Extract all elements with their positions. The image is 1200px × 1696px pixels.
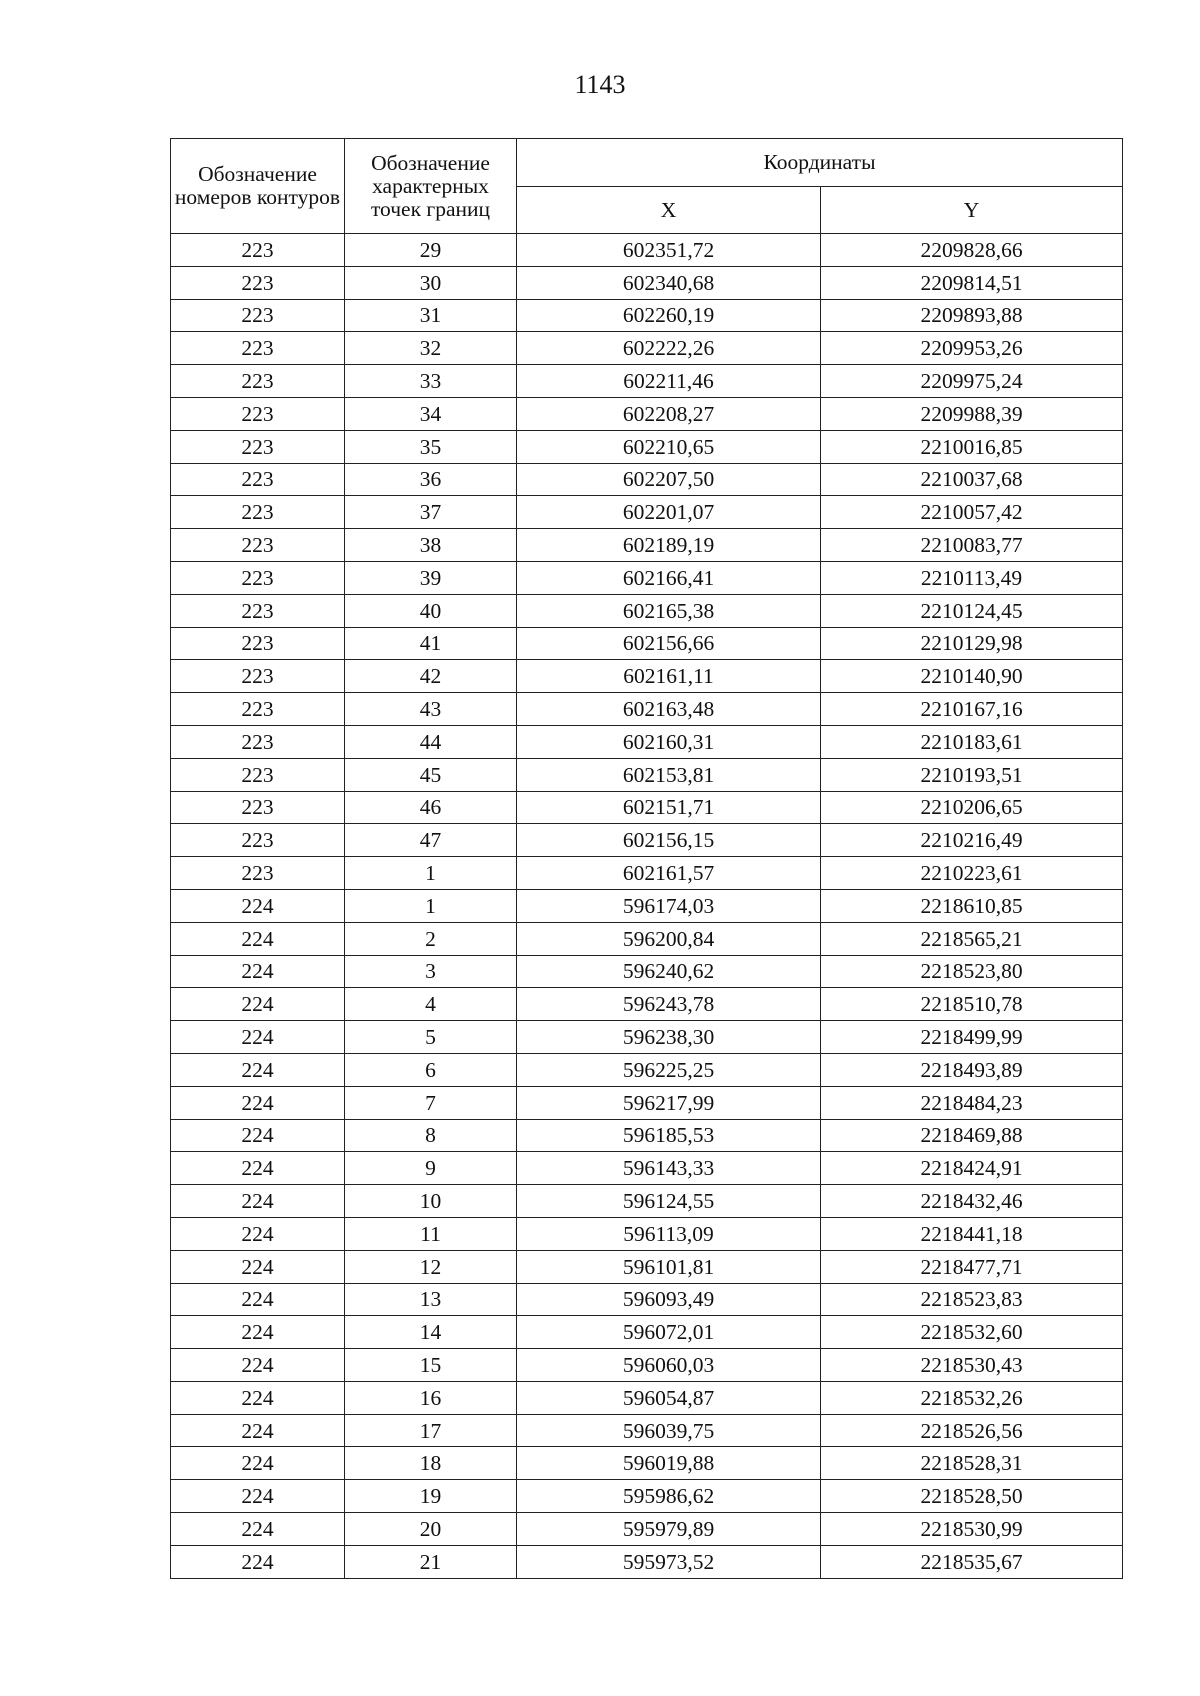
cell-contour: 224 bbox=[171, 1414, 345, 1447]
cell-contour: 224 bbox=[171, 1185, 345, 1218]
cell-y: 2210193,51 bbox=[821, 758, 1123, 791]
cell-contour: 223 bbox=[171, 791, 345, 824]
cell-contour: 224 bbox=[171, 1545, 345, 1578]
table-row bbox=[171, 430, 1123, 463]
cell-y: 2210124,45 bbox=[821, 594, 1123, 627]
cell-point: 2 bbox=[345, 922, 517, 955]
cell-point: 33 bbox=[345, 365, 517, 398]
cell-contour: 224 bbox=[171, 1119, 345, 1152]
cell-point: 31 bbox=[345, 299, 517, 332]
cell-x: 595986,62 bbox=[517, 1480, 821, 1513]
cell-contour: 224 bbox=[171, 1316, 345, 1349]
cell-x: 602160,31 bbox=[517, 725, 821, 758]
cell-contour: 223 bbox=[171, 725, 345, 758]
cell-x: 596225,25 bbox=[517, 1053, 821, 1086]
table-row bbox=[171, 1316, 1123, 1349]
table-row bbox=[171, 463, 1123, 496]
cell-contour: 224 bbox=[171, 1381, 345, 1414]
cell-contour: 223 bbox=[171, 824, 345, 857]
cell-contour: 223 bbox=[171, 660, 345, 693]
cell-x: 596101,81 bbox=[517, 1250, 821, 1283]
cell-point: 15 bbox=[345, 1349, 517, 1382]
cell-y: 2210129,98 bbox=[821, 627, 1123, 660]
table-row bbox=[171, 397, 1123, 430]
table-row bbox=[171, 1185, 1123, 1218]
cell-y: 2210216,49 bbox=[821, 824, 1123, 857]
cell-y: 2210140,90 bbox=[821, 660, 1123, 693]
cell-x: 602210,65 bbox=[517, 430, 821, 463]
cell-x: 602222,26 bbox=[517, 332, 821, 365]
header-x: X bbox=[517, 187, 821, 234]
cell-y: 2210016,85 bbox=[821, 430, 1123, 463]
cell-contour: 223 bbox=[171, 430, 345, 463]
table-row bbox=[171, 824, 1123, 857]
cell-contour: 223 bbox=[171, 365, 345, 398]
cell-x: 602153,81 bbox=[517, 758, 821, 791]
cell-contour: 224 bbox=[171, 1250, 345, 1283]
cell-point: 29 bbox=[345, 234, 517, 267]
cell-x: 596243,78 bbox=[517, 988, 821, 1021]
table-row bbox=[171, 299, 1123, 332]
cell-x: 602211,46 bbox=[517, 365, 821, 398]
cell-point: 8 bbox=[345, 1119, 517, 1152]
cell-contour: 223 bbox=[171, 234, 345, 267]
cell-y: 2210223,61 bbox=[821, 857, 1123, 890]
cell-contour: 223 bbox=[171, 693, 345, 726]
cell-contour: 223 bbox=[171, 332, 345, 365]
cell-point: 37 bbox=[345, 496, 517, 529]
cell-y: 2218530,99 bbox=[821, 1513, 1123, 1546]
cell-y: 2218532,26 bbox=[821, 1381, 1123, 1414]
cell-x: 596124,55 bbox=[517, 1185, 821, 1218]
cell-x: 595979,89 bbox=[517, 1513, 821, 1546]
cell-y: 2218469,88 bbox=[821, 1119, 1123, 1152]
cell-y: 2218499,99 bbox=[821, 1021, 1123, 1054]
table-row bbox=[171, 627, 1123, 660]
cell-y: 2209828,66 bbox=[821, 234, 1123, 267]
cell-contour: 223 bbox=[171, 299, 345, 332]
table-row bbox=[171, 922, 1123, 955]
cell-y: 2210113,49 bbox=[821, 561, 1123, 594]
cell-point: 36 bbox=[345, 463, 517, 496]
cell-point: 16 bbox=[345, 1381, 517, 1414]
cell-point: 6 bbox=[345, 1053, 517, 1086]
cell-x: 596143,33 bbox=[517, 1152, 821, 1185]
cell-contour: 224 bbox=[171, 1349, 345, 1382]
cell-y: 2209953,26 bbox=[821, 332, 1123, 365]
cell-contour: 223 bbox=[171, 529, 345, 562]
table-row bbox=[171, 1217, 1123, 1250]
cell-point: 12 bbox=[345, 1250, 517, 1283]
cell-y: 2210037,68 bbox=[821, 463, 1123, 496]
cell-x: 595973,52 bbox=[517, 1545, 821, 1578]
cell-point: 45 bbox=[345, 758, 517, 791]
cell-x: 596238,30 bbox=[517, 1021, 821, 1054]
cell-contour: 224 bbox=[171, 1513, 345, 1546]
table-row bbox=[171, 529, 1123, 562]
cell-x: 596072,01 bbox=[517, 1316, 821, 1349]
cell-contour: 224 bbox=[171, 1447, 345, 1480]
table-row bbox=[171, 1086, 1123, 1119]
cell-x: 602151,71 bbox=[517, 791, 821, 824]
table-row bbox=[171, 1152, 1123, 1185]
cell-y: 2210183,61 bbox=[821, 725, 1123, 758]
cell-contour: 224 bbox=[171, 1283, 345, 1316]
cell-point: 35 bbox=[345, 430, 517, 463]
cell-x: 602260,19 bbox=[517, 299, 821, 332]
header-contour-number: Обозначение номеров контуров bbox=[171, 139, 345, 234]
cell-point: 1 bbox=[345, 889, 517, 922]
cell-contour: 223 bbox=[171, 758, 345, 791]
cell-contour: 223 bbox=[171, 463, 345, 496]
cell-y: 2210057,42 bbox=[821, 496, 1123, 529]
cell-contour: 223 bbox=[171, 561, 345, 594]
cell-point: 42 bbox=[345, 660, 517, 693]
cell-point: 1 bbox=[345, 857, 517, 890]
cell-point: 13 bbox=[345, 1283, 517, 1316]
table-row bbox=[171, 1283, 1123, 1316]
cell-y: 2218526,56 bbox=[821, 1414, 1123, 1447]
cell-y: 2210206,65 bbox=[821, 791, 1123, 824]
cell-y: 2218565,21 bbox=[821, 922, 1123, 955]
cell-contour: 223 bbox=[171, 627, 345, 660]
cell-point: 5 bbox=[345, 1021, 517, 1054]
table-row bbox=[171, 332, 1123, 365]
cell-point: 7 bbox=[345, 1086, 517, 1119]
cell-point: 18 bbox=[345, 1447, 517, 1480]
cell-y: 2218530,43 bbox=[821, 1349, 1123, 1382]
cell-contour: 223 bbox=[171, 857, 345, 890]
cell-point: 4 bbox=[345, 988, 517, 1021]
table-row bbox=[171, 1119, 1123, 1152]
cell-contour: 223 bbox=[171, 397, 345, 430]
table-row bbox=[171, 955, 1123, 988]
table-row bbox=[171, 660, 1123, 693]
cell-x: 602156,66 bbox=[517, 627, 821, 660]
cell-contour: 224 bbox=[171, 1480, 345, 1513]
table-row bbox=[171, 1250, 1123, 1283]
table-row bbox=[171, 234, 1123, 267]
cell-x: 596039,75 bbox=[517, 1414, 821, 1447]
page-number: 1143 bbox=[574, 70, 626, 99]
table-row bbox=[171, 758, 1123, 791]
cell-x: 596113,09 bbox=[517, 1217, 821, 1250]
cell-contour: 224 bbox=[171, 955, 345, 988]
cell-x: 602161,57 bbox=[517, 857, 821, 890]
cell-y: 2218424,91 bbox=[821, 1152, 1123, 1185]
table-row bbox=[171, 889, 1123, 922]
cell-y: 2218477,71 bbox=[821, 1250, 1123, 1283]
cell-x: 596217,99 bbox=[517, 1086, 821, 1119]
cell-contour: 224 bbox=[171, 889, 345, 922]
cell-point: 11 bbox=[345, 1217, 517, 1250]
cell-contour: 224 bbox=[171, 1152, 345, 1185]
cell-contour: 224 bbox=[171, 922, 345, 955]
table-row bbox=[171, 857, 1123, 890]
cell-y: 2218493,89 bbox=[821, 1053, 1123, 1086]
cell-y: 2209893,88 bbox=[821, 299, 1123, 332]
cell-contour: 224 bbox=[171, 1086, 345, 1119]
cell-contour: 224 bbox=[171, 1021, 345, 1054]
cell-point: 19 bbox=[345, 1480, 517, 1513]
coordinates-table bbox=[170, 138, 1123, 1579]
cell-y: 2210083,77 bbox=[821, 529, 1123, 562]
table-row bbox=[171, 693, 1123, 726]
table-row bbox=[171, 1381, 1123, 1414]
cell-y: 2218523,80 bbox=[821, 955, 1123, 988]
cell-y: 2209975,24 bbox=[821, 365, 1123, 398]
header-y: Y bbox=[821, 187, 1123, 234]
cell-point: 46 bbox=[345, 791, 517, 824]
cell-y: 2218510,78 bbox=[821, 988, 1123, 1021]
cell-contour: 224 bbox=[171, 1053, 345, 1086]
table-row bbox=[171, 1414, 1123, 1447]
cell-y: 2218528,50 bbox=[821, 1480, 1123, 1513]
cell-x: 602156,15 bbox=[517, 824, 821, 857]
cell-x: 596093,49 bbox=[517, 1283, 821, 1316]
table-row bbox=[171, 1349, 1123, 1382]
header-coordinates: Координаты bbox=[517, 139, 1123, 187]
cell-y: 2218432,46 bbox=[821, 1185, 1123, 1218]
table-body bbox=[171, 234, 1123, 1579]
cell-x: 596185,53 bbox=[517, 1119, 821, 1152]
cell-x: 602351,72 bbox=[517, 234, 821, 267]
cell-x: 602165,38 bbox=[517, 594, 821, 627]
table-row bbox=[171, 266, 1123, 299]
cell-y: 2218535,67 bbox=[821, 1545, 1123, 1578]
table-row bbox=[171, 1053, 1123, 1086]
cell-point: 30 bbox=[345, 266, 517, 299]
cell-point: 41 bbox=[345, 627, 517, 660]
table-row bbox=[171, 791, 1123, 824]
cell-point: 34 bbox=[345, 397, 517, 430]
cell-point: 17 bbox=[345, 1414, 517, 1447]
cell-point: 32 bbox=[345, 332, 517, 365]
cell-point: 14 bbox=[345, 1316, 517, 1349]
table-row bbox=[171, 1021, 1123, 1054]
cell-point: 39 bbox=[345, 561, 517, 594]
cell-x: 596200,84 bbox=[517, 922, 821, 955]
cell-x: 596019,88 bbox=[517, 1447, 821, 1480]
table-row bbox=[171, 1447, 1123, 1480]
cell-y: 2218610,85 bbox=[821, 889, 1123, 922]
cell-contour: 224 bbox=[171, 1217, 345, 1250]
cell-point: 20 bbox=[345, 1513, 517, 1546]
cell-y: 2218441,18 bbox=[821, 1217, 1123, 1250]
cell-point: 43 bbox=[345, 693, 517, 726]
cell-x: 602189,19 bbox=[517, 529, 821, 562]
cell-point: 21 bbox=[345, 1545, 517, 1578]
cell-x: 602166,41 bbox=[517, 561, 821, 594]
cell-y: 2209814,51 bbox=[821, 266, 1123, 299]
table-row bbox=[171, 365, 1123, 398]
table-row bbox=[171, 1545, 1123, 1578]
header-boundary-point: Обозначение характерных точек границ bbox=[345, 139, 517, 234]
cell-point: 40 bbox=[345, 594, 517, 627]
table-row bbox=[171, 594, 1123, 627]
cell-y: 2218532,60 bbox=[821, 1316, 1123, 1349]
cell-contour: 223 bbox=[171, 594, 345, 627]
cell-point: 9 bbox=[345, 1152, 517, 1185]
cell-y: 2209988,39 bbox=[821, 397, 1123, 430]
cell-x: 596060,03 bbox=[517, 1349, 821, 1382]
cell-contour: 223 bbox=[171, 496, 345, 529]
cell-x: 602163,48 bbox=[517, 693, 821, 726]
cell-point: 44 bbox=[345, 725, 517, 758]
cell-contour: 223 bbox=[171, 266, 345, 299]
cell-y: 2218528,31 bbox=[821, 1447, 1123, 1480]
cell-x: 602161,11 bbox=[517, 660, 821, 693]
table-row bbox=[171, 1480, 1123, 1513]
table-row bbox=[171, 988, 1123, 1021]
cell-x: 602340,68 bbox=[517, 266, 821, 299]
cell-point: 10 bbox=[345, 1185, 517, 1218]
table-row bbox=[171, 496, 1123, 529]
cell-y: 2210167,16 bbox=[821, 693, 1123, 726]
cell-x: 596054,87 bbox=[517, 1381, 821, 1414]
cell-y: 2218484,23 bbox=[821, 1086, 1123, 1119]
table-row bbox=[171, 561, 1123, 594]
cell-y: 2218523,83 bbox=[821, 1283, 1123, 1316]
cell-x: 602208,27 bbox=[517, 397, 821, 430]
cell-x: 596240,62 bbox=[517, 955, 821, 988]
table-row bbox=[171, 725, 1123, 758]
cell-point: 3 bbox=[345, 955, 517, 988]
cell-x: 602207,50 bbox=[517, 463, 821, 496]
cell-contour: 224 bbox=[171, 988, 345, 1021]
cell-point: 47 bbox=[345, 824, 517, 857]
cell-x: 602201,07 bbox=[517, 496, 821, 529]
cell-x: 596174,03 bbox=[517, 889, 821, 922]
table-row bbox=[171, 1513, 1123, 1546]
cell-point: 38 bbox=[345, 529, 517, 562]
